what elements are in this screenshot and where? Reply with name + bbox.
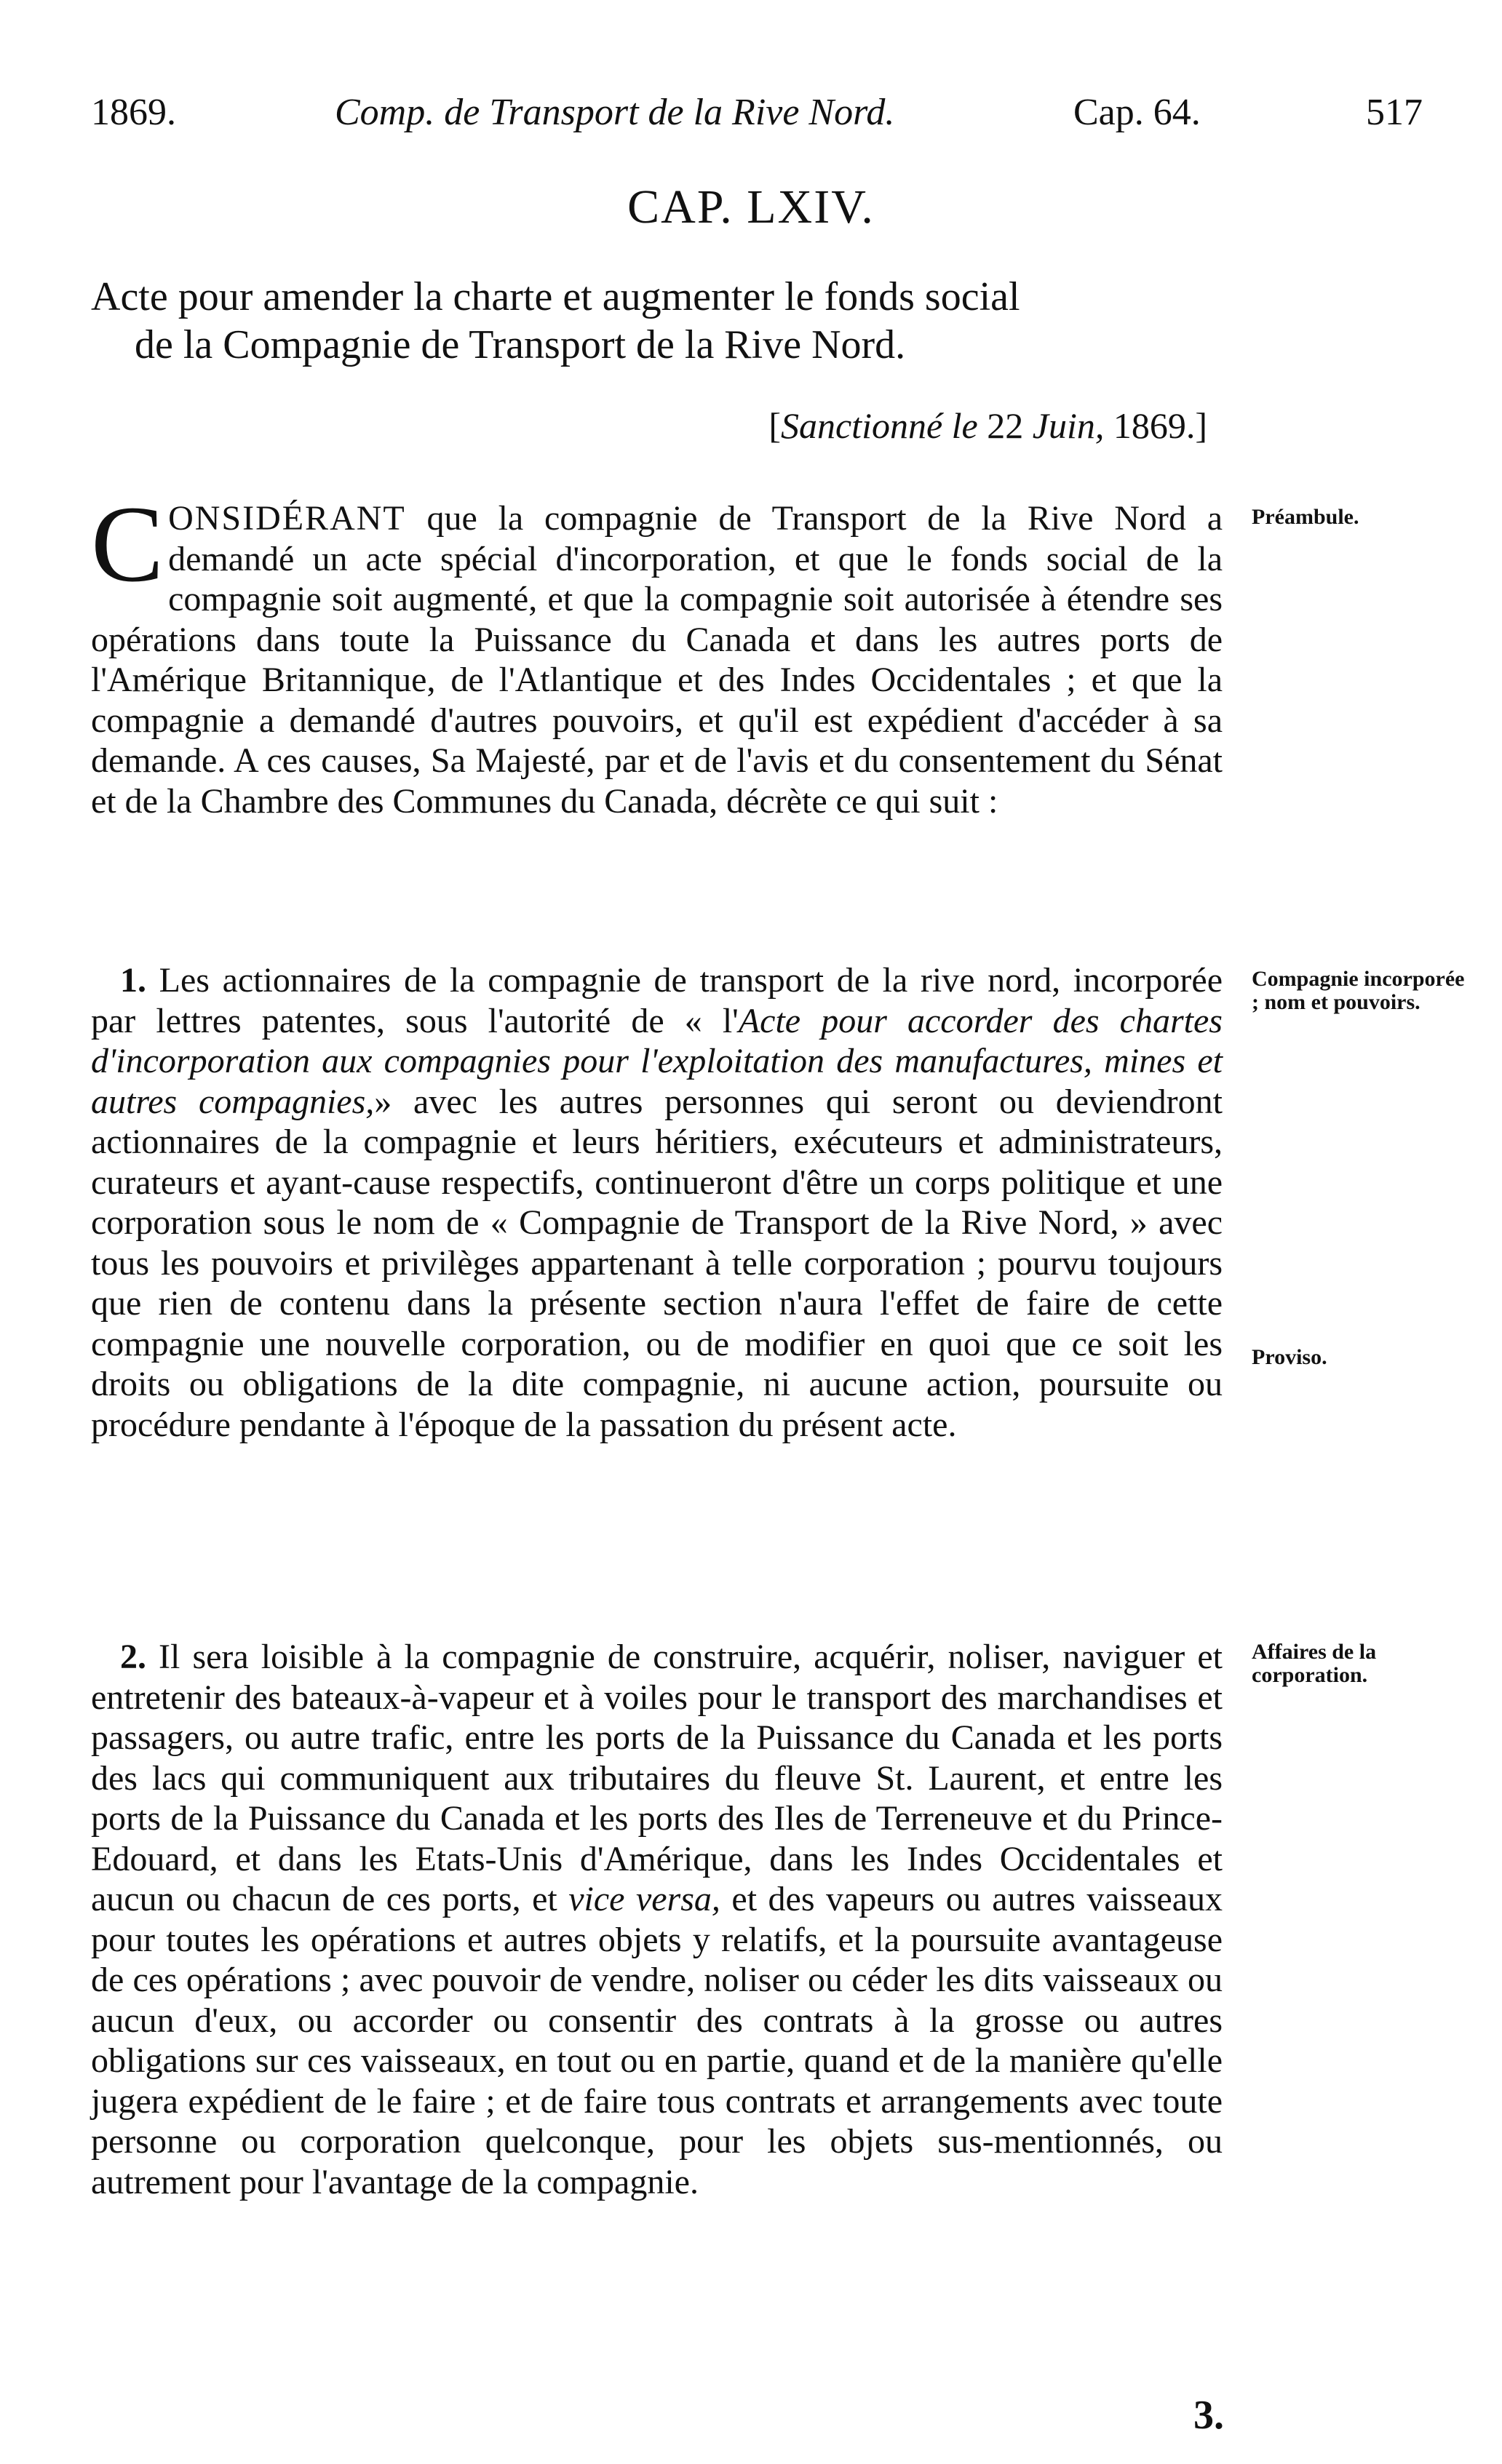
preamble-paragraph	[91, 484, 1223, 821]
section-1-text-a: Les actionnaires de la compagnie de transport de la rive nord, incorporée par lettres patentes, sous l'autorité de « l'	[91, 961, 1223, 1040]
chapter-heading: CAP. LXIV.	[627, 180, 875, 234]
sanction-open-bracket: [	[768, 405, 781, 446]
drop-cap: C	[91, 484, 164, 605]
margin-note-proviso: Proviso.	[1252, 1345, 1327, 1369]
sanction-date	[768, 404, 1207, 447]
margin-note-preamble: Préambule.	[1252, 505, 1359, 529]
section-1-text-b: » avec les autres personnes qui seront ou deviendront actionnaires de la compagnie et leurs héritiers, exécuteurs et administrateurs, curateurs et ayant-cause respectifs, continueront d'être un corps politique et une corporation sous le nom de « Compagnie de Transport de la Rive Nord, » avec tous les pouvoirs et privilèges appartenant à telle corporation ; pourvu toujours que rien de contenu dans la présente section n'aura l'effet de faire de cette compagnie une nouvelle corporation, ou de modifier en quoi que ce soit les droits ou obligations de la dite compagnie, ni aucune action, poursuite ou procédure pendante à l'époque de la passation du présent acte.	[91, 1082, 1223, 1444]
preamble-text: que la compagnie de Transport de la Rive Nord a demandé un acte spécial d'incorporation, et que le fonds social de la compagnie soit augmenté, et que la compagnie soit autorisée à étendre ses opérations dans toute la Puissance du Canada et dans les autres ports de l'Amérique Britannique, de l'Atlantique et des Indes Occidentales ; et que la compagnie a demandé d'autres pouvoirs, et qu'il est expédient d'accéder à sa demande. A ces causes, Sa Majesté, par et de l'avis et du consentement du Sénat et de la Chambre des Communes du Canada, décrète ce qui suit :	[91, 499, 1223, 821]
act-title-line-1: Acte pour amender la charte et augmenter le fonds social	[91, 274, 1020, 319]
act-title-line-2: de la Compagnie de Transport de la Rive Nord.	[135, 322, 906, 367]
section-1-act-citation: Acte pour accorder des chartes d'incorporation aux compagnies pour l'exploitation des manufactures, mines et autres compagnies,	[91, 1001, 1223, 1121]
header-chapter: Cap. 64.	[1073, 92, 1201, 133]
sanction-month: Juin,	[1032, 405, 1105, 446]
sanction-year: 1869.]	[1104, 405, 1207, 446]
section-2-number: 2.	[120, 1638, 146, 1676]
section-2-text-a: Il sera loisible à la compagnie de construire, acquérir, noliser, naviguer et entretenir des bateaux-à-vapeur et à voiles pour le transport des marchandises et passagers, ou autre trafic, entre les ports de la Puissance du Canada et les ports des lacs qui communiquent aux tributaires du fleuve St. Laurent, et entre les ports de la Puissance du Canada et les ports des Iles de Terreneuve et du Prince-Edouard, et dans les Etats-Unis d'Amérique, dans les Indes Occidentales et aucun ou chacun de ces ports, et	[91, 1638, 1223, 1918]
header-running-title: Comp. de Transport de la Rive Nord.	[335, 92, 895, 133]
running-header	[91, 91, 1423, 135]
section-1-number: 1.	[120, 961, 146, 1000]
act-title	[91, 273, 1219, 369]
section-1-paragraph	[91, 960, 1223, 1445]
section-2-vice-versa: vice versa,	[568, 1880, 720, 1918]
sanction-day: 22	[977, 405, 1033, 446]
catchword: 3.	[1193, 2393, 1224, 2438]
section-2-paragraph	[91, 1637, 1223, 2202]
preamble-lead-word: ONSIDÉRANT	[168, 499, 406, 538]
margin-note-section-1: Compagnie incorporée ; nom et pouvoirs.	[1252, 967, 1465, 1014]
page-number: 517	[1366, 92, 1423, 133]
header-year: 1869.	[91, 92, 176, 133]
margin-note-section-2: Affaires de la corporation.	[1252, 1640, 1377, 1687]
sanction-label: Sanctionné le	[780, 405, 978, 446]
section-2-text-b: et des vapeurs ou autres vaisseaux pour toutes les opérations et autres objets y relatifs, et la poursuite avantageuse de ces opérations ; avec pouvoir de vendre, noliser ou céder les dits vaisseaux ou aucun d'eux, ou accorder ou consentir des contrats à la grosse ou autres obligations sur ces vaisseaux, en tout ou en partie, quand et de la manière qu'elle jugera expédient de le faire ; et de faire tous contrats et arrangements avec toute personne ou corporation quelconque, pour les objets sus-mentionnés, ou autrement pour l'avantage de la compagnie.	[91, 1880, 1223, 2201]
